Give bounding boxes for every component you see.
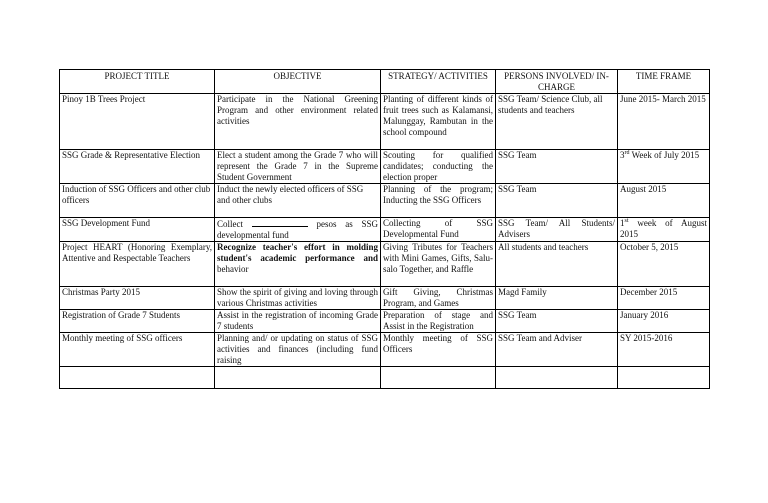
empty-row bbox=[60, 367, 710, 389]
cell-time: SY 2015-2016 bbox=[618, 333, 710, 367]
cell-title: Project HEART (Honoring Exemplary, Attentive and Respectable Teachers bbox=[60, 242, 215, 287]
cell-persons: SSG Team/ Science Club, all students and teachers bbox=[496, 94, 618, 150]
cell-persons: SSG Team bbox=[496, 310, 618, 333]
header-strategy: STRATEGY/ ACTIVITIES bbox=[381, 70, 496, 94]
cell-objective: Elect a student among the Grade 7 who will represent the Grade 7 in the Supreme Student Government bbox=[215, 150, 381, 184]
table-row bbox=[60, 150, 710, 184]
cell-time: October 5, 2015 bbox=[618, 242, 710, 287]
cell-objective: Planning and/ or updating on status of SSG activities and finances (including fund raising bbox=[215, 333, 381, 367]
cell-strategy: Giving Tributes for Teachers with Mini Games, Gifts, Salu-salo Together, and Raffle bbox=[381, 242, 496, 287]
cell-time: June 2015- March 2015 bbox=[618, 94, 710, 150]
cell-strategy: Planning of the program; Inducting the SSG Officers bbox=[381, 184, 496, 218]
cell-strategy: Scouting for qualified candidates; conducting the election proper bbox=[381, 150, 496, 184]
cell-title: Induction of SSG Officers and other club officers bbox=[60, 184, 215, 218]
cell-strategy: Planting of different kinds of fruit trees such as Kalamansi, Malunggay, Rambutan in the school compound bbox=[381, 94, 496, 150]
empty-cell bbox=[496, 367, 618, 389]
cell-persons: SSG Team bbox=[496, 184, 618, 218]
blank-amount-line bbox=[252, 218, 308, 227]
table-row bbox=[60, 184, 710, 218]
cell-time: 1st week of August 2015 bbox=[618, 218, 710, 242]
cell-objective: Recognize teacher's effort in molding student's academic performance and behavior bbox=[215, 242, 381, 287]
cell-title: Monthly meeting of SSG officers bbox=[60, 333, 215, 367]
table-row bbox=[60, 218, 710, 242]
cell-time: January 2016 bbox=[618, 310, 710, 333]
table-row bbox=[60, 287, 710, 310]
cell-title: Pinoy 1B Trees Project bbox=[60, 94, 215, 150]
cell-strategy: Collecting of SSG Developmental Fund bbox=[381, 218, 496, 242]
empty-cell bbox=[215, 367, 381, 389]
cell-objective: Show the spirit of giving and loving through various Christmas activities bbox=[215, 287, 381, 310]
table-row bbox=[60, 333, 710, 367]
table-row bbox=[60, 310, 710, 333]
empty-cell bbox=[618, 367, 710, 389]
table-row bbox=[60, 242, 710, 287]
cell-objective: Participate in the National Greening Program and other environment related activities bbox=[215, 94, 381, 150]
cell-title: Registration of Grade 7 Students bbox=[60, 310, 215, 333]
cell-title: SSG Development Fund bbox=[60, 218, 215, 242]
header-persons: PERSONS INVOLVED/ IN-CHARGE bbox=[496, 70, 618, 94]
cell-strategy: Preparation of stage and Assist in the Registration bbox=[381, 310, 496, 333]
cell-persons: SSG Team/ All Students/ Advisers bbox=[496, 218, 618, 242]
cell-persons: Magd Family bbox=[496, 287, 618, 310]
cell-strategy: Monthly meeting of SSG Officers bbox=[381, 333, 496, 367]
cell-persons: All students and teachers bbox=[496, 242, 618, 287]
empty-cell bbox=[381, 367, 496, 389]
header-row bbox=[60, 70, 710, 94]
cell-time: December 2015 bbox=[618, 287, 710, 310]
cell-persons: SSG Team and Adviser bbox=[496, 333, 618, 367]
cell-persons: SSG Team bbox=[496, 150, 618, 184]
cell-objective: Assist in the registration of incoming Grade 7 students bbox=[215, 310, 381, 333]
cell-title: SSG Grade & Representative Election bbox=[60, 150, 215, 184]
header-time-frame: TIME FRAME bbox=[618, 70, 710, 94]
table-row bbox=[60, 94, 710, 150]
cell-strategy: Gift Giving, Christmas Program, and Games bbox=[381, 287, 496, 310]
cell-objective: Collect pesos as SSG developmental fund bbox=[215, 218, 381, 242]
cell-time: August 2015 bbox=[618, 184, 710, 218]
empty-cell bbox=[60, 367, 215, 389]
cell-title: Christmas Party 2015 bbox=[60, 287, 215, 310]
project-plan-table bbox=[59, 69, 710, 389]
header-project-title: PROJECT TITLE bbox=[60, 70, 215, 94]
cell-objective: Induct the newly elected officers of SSG and other clubs bbox=[215, 184, 381, 218]
cell-time: 3rd Week of July 2015 bbox=[618, 150, 710, 184]
header-objective: OBJECTIVE bbox=[215, 70, 381, 94]
